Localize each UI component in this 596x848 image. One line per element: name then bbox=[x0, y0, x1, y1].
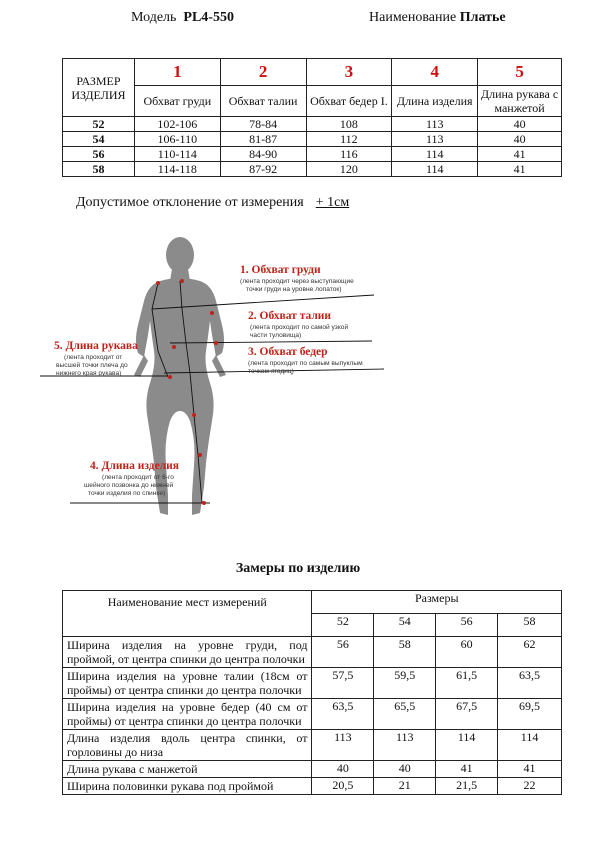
value-cell: 58 bbox=[374, 637, 436, 668]
tolerance-text: Допустимое отклонение от измерения bbox=[76, 195, 304, 210]
measurement-figure bbox=[40, 225, 560, 525]
table-row bbox=[63, 668, 562, 699]
label-waist-note: (лента проходит по самой узкой bbox=[250, 324, 349, 331]
size-table bbox=[62, 58, 562, 177]
value-cell: 84-90 bbox=[220, 147, 306, 162]
table-row bbox=[63, 117, 562, 132]
value-cell: 56 bbox=[312, 637, 374, 668]
size-cell: 56 bbox=[63, 147, 135, 162]
label-waist-note: части туловища) bbox=[250, 332, 302, 339]
name-column-header: Наименование мест измерений bbox=[63, 591, 312, 637]
size-header: 56 bbox=[436, 614, 498, 637]
column-number: 5 bbox=[478, 59, 562, 86]
value-cell: 114-118 bbox=[134, 162, 220, 177]
measurements-table bbox=[62, 590, 562, 795]
column-number: 3 bbox=[306, 59, 392, 86]
column-header: Обхват груди bbox=[134, 86, 220, 117]
label-waist-title: 2. Обхват талии bbox=[248, 310, 332, 322]
label-length-note: (лента проходит от 6-го bbox=[102, 474, 174, 481]
value-cell: 113 bbox=[312, 730, 374, 761]
label-length-note: шейного позвонка до нижней bbox=[84, 482, 174, 489]
size-corner-header: РАЗМЕР ИЗДЕЛИЯ bbox=[63, 59, 135, 117]
value-cell: 41 bbox=[498, 761, 562, 778]
value-cell: 40 bbox=[478, 132, 562, 147]
value-cell: 87-92 bbox=[220, 162, 306, 177]
table-row bbox=[63, 147, 562, 162]
value-cell: 106-110 bbox=[134, 132, 220, 147]
value-cell: 41 bbox=[478, 162, 562, 177]
column-number: 1 bbox=[134, 59, 220, 86]
table-row bbox=[63, 162, 562, 177]
value-cell: 20,5 bbox=[312, 778, 374, 795]
label-chest-title: 1. Обхват груди bbox=[240, 264, 321, 276]
value-cell: 40 bbox=[312, 761, 374, 778]
value-cell: 114 bbox=[392, 162, 478, 177]
value-cell: 114 bbox=[392, 147, 478, 162]
label-length-note: точки изделия по спинке) bbox=[88, 490, 166, 497]
value-cell: 60 bbox=[436, 637, 498, 668]
measurement-name: Ширина половинки рукава под проймой bbox=[63, 778, 312, 795]
label-sleeve-note: высшей точки плеча до bbox=[56, 362, 128, 369]
size-cell: 52 bbox=[63, 117, 135, 132]
value-cell: 21 bbox=[374, 778, 436, 795]
value-cell: 114 bbox=[498, 730, 562, 761]
label-chest-note: (лента проходит через выступающие bbox=[240, 278, 354, 285]
label-sleeve-title: 5. Длина рукава bbox=[54, 340, 138, 352]
measurement-name: Ширина изделия на уровне бедер (40 см от проймы) от центра спинки до центра полочки bbox=[63, 699, 312, 730]
measurements-title: Замеры по изделию bbox=[235, 561, 361, 576]
label-hips-title: 3. Обхват бедер bbox=[248, 346, 328, 358]
value-cell: 59,5 bbox=[374, 668, 436, 699]
value-cell: 116 bbox=[306, 147, 392, 162]
value-cell: 40 bbox=[478, 117, 562, 132]
value-cell: 102-106 bbox=[134, 117, 220, 132]
name-label: Наименование bbox=[369, 10, 457, 25]
label-sleeve-note: (лента проходит от bbox=[64, 354, 123, 361]
size-cell: 54 bbox=[63, 132, 135, 147]
table-row bbox=[63, 699, 562, 730]
model-line bbox=[131, 10, 234, 26]
value-cell: 113 bbox=[392, 132, 478, 147]
value-cell: 63,5 bbox=[312, 699, 374, 730]
label-sleeve-note: нижнего края рукава) bbox=[56, 370, 122, 377]
tolerance-value: + 1см bbox=[315, 195, 350, 210]
column-number: 4 bbox=[392, 59, 478, 86]
value-cell: 63,5 bbox=[498, 668, 562, 699]
value-cell: 108 bbox=[306, 117, 392, 132]
measurement-name: Длина рукава с манжетой bbox=[63, 761, 312, 778]
column-header: Длина изделия bbox=[392, 86, 478, 117]
measurement-name: Ширина изделия на уровне талии (18см от проймы) от центра спинки до центра полочки bbox=[63, 668, 312, 699]
value-cell: 40 bbox=[374, 761, 436, 778]
value-cell: 65,5 bbox=[374, 699, 436, 730]
value-cell: 113 bbox=[374, 730, 436, 761]
table-row bbox=[63, 132, 562, 147]
table-row bbox=[63, 778, 562, 795]
value-cell: 110-114 bbox=[134, 147, 220, 162]
name-line bbox=[369, 10, 506, 26]
model-value: PL4-550 bbox=[183, 10, 234, 25]
value-cell: 78-84 bbox=[220, 117, 306, 132]
table-row bbox=[63, 730, 562, 761]
measurement-name: Длина изделия вдоль центра спинки, от горловины до низа bbox=[63, 730, 312, 761]
table-row bbox=[63, 637, 562, 668]
value-cell: 69,5 bbox=[498, 699, 562, 730]
value-cell: 21,5 bbox=[436, 778, 498, 795]
value-cell: 120 bbox=[306, 162, 392, 177]
value-cell: 113 bbox=[392, 117, 478, 132]
value-cell: 41 bbox=[478, 147, 562, 162]
value-cell: 112 bbox=[306, 132, 392, 147]
value-cell: 62 bbox=[498, 637, 562, 668]
label-length-title: 4. Длина изделия bbox=[90, 460, 180, 472]
label-hips-note: (лента проходит по самым выпуклым bbox=[248, 360, 363, 367]
sizes-column-header: Размеры bbox=[312, 591, 562, 614]
model-label: Модель bbox=[131, 10, 177, 25]
value-cell: 57,5 bbox=[312, 668, 374, 699]
label-chest-note: точки груди на уровне лопаток) bbox=[246, 286, 342, 293]
column-header: Обхват бедер I. bbox=[306, 86, 392, 117]
column-header: Длина рукава с манжетой bbox=[478, 86, 562, 117]
tolerance-note bbox=[76, 195, 349, 211]
value-cell: 114 bbox=[436, 730, 498, 761]
value-cell: 81-87 bbox=[220, 132, 306, 147]
value-cell: 41 bbox=[436, 761, 498, 778]
label-hips-note: точкам ягодиц) bbox=[248, 368, 294, 375]
size-header: 54 bbox=[374, 614, 436, 637]
size-header: 58 bbox=[498, 614, 562, 637]
table-row bbox=[63, 761, 562, 778]
value-cell: 67,5 bbox=[436, 699, 498, 730]
value-cell: 61,5 bbox=[436, 668, 498, 699]
measurement-name: Ширина изделия на уровне груди, под проймой, от центра спинки до центра полочки bbox=[63, 637, 312, 668]
value-cell: 22 bbox=[498, 778, 562, 795]
size-cell: 58 bbox=[63, 162, 135, 177]
size-header: 52 bbox=[312, 614, 374, 637]
column-number: 2 bbox=[220, 59, 306, 86]
name-value: Платье bbox=[459, 10, 506, 25]
column-header: Обхват талии bbox=[220, 86, 306, 117]
